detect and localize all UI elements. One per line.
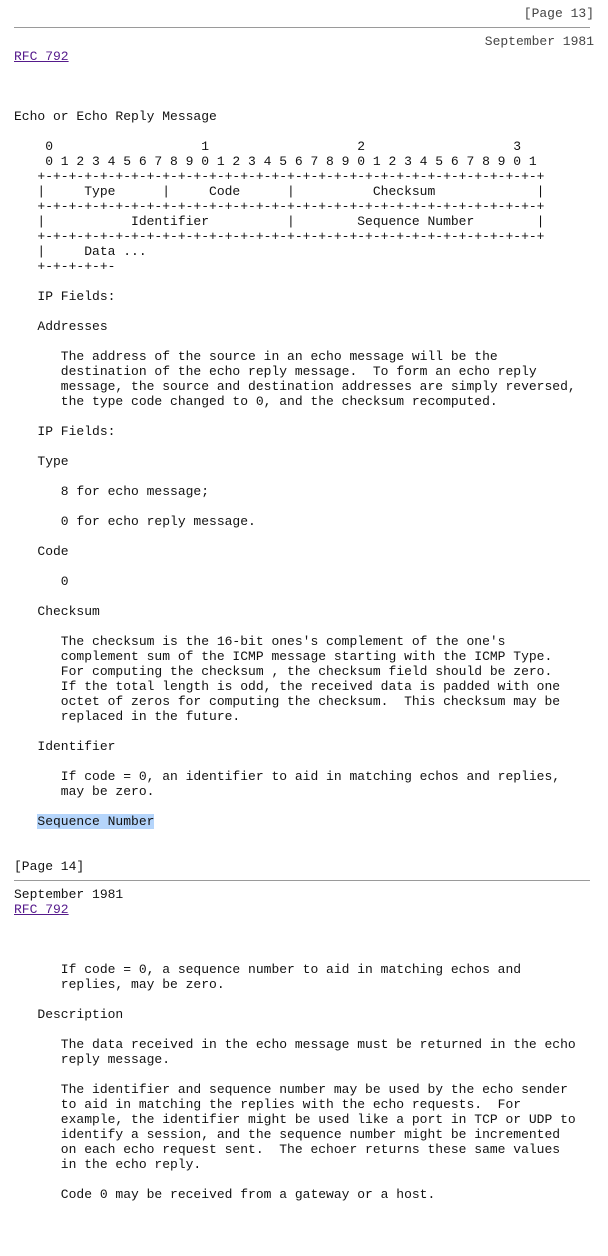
text-line: example, the identifier might be used like a port in TCP or UDP to xyxy=(14,1112,576,1127)
text-line: in the echo reply. xyxy=(14,1157,202,1172)
indent xyxy=(14,814,37,829)
text-line: The data received in the echo message must be returned in the echo xyxy=(14,1037,576,1052)
text-line: reply message. xyxy=(14,1052,171,1067)
addresses-paragraph xyxy=(14,349,594,409)
text-line: complement sum of the ICMP message starting with the ICMP Type. xyxy=(14,649,553,664)
identifier-paragraph xyxy=(14,769,594,799)
description-paragraph-2 xyxy=(14,1082,594,1172)
text-line: message, the source and destination addresses are simply reversed, xyxy=(14,379,576,394)
description-paragraph-1 xyxy=(14,1037,594,1067)
diagram-line: +-+-+-+-+-+-+-+-+-+-+-+-+-+-+-+-+-+-+-+-+-+-+-+-+-+-+-+-+-+-+-+-+ xyxy=(14,199,545,214)
text-line: The address of the source in an echo message will be the xyxy=(14,349,498,364)
rfc-link[interactable]: RFC 792 xyxy=(14,49,69,64)
text-line: destination of the echo reply message. To form an echo reply xyxy=(14,364,537,379)
diagram-line: | Data ... xyxy=(14,244,147,259)
code-value: 0 xyxy=(14,574,69,589)
diagram-line: 0 1 2 3 4 5 6 7 8 9 0 1 2 3 4 5 6 7 8 9 0 1 2 3 4 5 6 7 8 9 0 1 xyxy=(14,154,537,169)
text-line: on each echo request sent. The echoer returns these same values xyxy=(14,1142,561,1157)
type-echo: 8 for echo message; xyxy=(14,484,210,499)
rfc-link[interactable]: RFC 792 xyxy=(14,902,69,917)
diagram-line: 0 1 2 3 xyxy=(14,139,522,154)
text-line: to aid in matching the replies with the echo requests. For xyxy=(14,1097,522,1112)
text-line: The identifier and sequence number may be used by the echo sender xyxy=(14,1082,568,1097)
text-line: the type code changed to 0, and the checksum recomputed. xyxy=(14,394,498,409)
page-number-13: [Page 13] xyxy=(523,6,594,21)
identifier-heading: Identifier xyxy=(14,739,116,754)
type-heading: Type xyxy=(14,454,69,469)
text-line: identify a session, and the sequence number might be incremented xyxy=(14,1127,561,1142)
text-line: Code 0 may be received from a gateway or a host. xyxy=(14,1187,436,1202)
text-line: The checksum is the 16-bit ones's complement of the one's xyxy=(14,634,506,649)
rfc-document xyxy=(14,6,594,1202)
description-paragraph-3 xyxy=(14,1187,594,1202)
header-date: September 1981 xyxy=(484,34,594,49)
section-title: Echo or Echo Reply Message xyxy=(14,109,217,124)
description-heading: Description xyxy=(14,1007,124,1022)
diagram-line: +-+-+-+-+-+-+-+-+-+-+-+-+-+-+-+-+-+-+-+-+-+-+-+-+-+-+-+-+-+-+-+-+ xyxy=(14,229,545,244)
ip-fields-heading: IP Fields: xyxy=(14,289,116,304)
text-line: If the total length is odd, the received data is padded with one xyxy=(14,679,561,694)
text-line: If code = 0, a sequence number to aid in matching echos and xyxy=(14,962,522,977)
text-line: If code = 0, an identifier to aid in matching echos and replies, xyxy=(14,769,561,784)
text-line: replies, may be zero. xyxy=(14,977,225,992)
page-divider xyxy=(14,27,590,28)
page-number-14: [Page 14] xyxy=(14,859,85,874)
packet-diagram xyxy=(14,139,594,274)
diagram-line: +-+-+-+-+-+-+-+-+-+-+-+-+-+-+-+-+-+-+-+-+-+-+-+-+-+-+-+-+-+-+-+-+ xyxy=(14,169,545,184)
header-date: September 1981 xyxy=(14,887,124,902)
selected-text[interactable]: Sequence Number xyxy=(37,814,155,829)
diagram-line: | Type | Code | Checksum | xyxy=(14,184,545,199)
diagram-line: +-+-+-+-+- xyxy=(14,259,116,274)
checksum-heading: Checksum xyxy=(14,604,100,619)
addresses-heading: Addresses xyxy=(14,319,108,334)
ip-fields-heading: IP Fields: xyxy=(14,424,116,439)
text-line: replaced in the future. xyxy=(14,709,241,724)
type-echo-reply: 0 for echo reply message. xyxy=(14,514,256,529)
sequence-number-heading xyxy=(14,814,594,829)
sequence-number-paragraph xyxy=(14,962,594,992)
checksum-paragraph xyxy=(14,634,594,724)
text-line: may be zero. xyxy=(14,784,155,799)
text-line: For computing the checksum , the checksum field should be zero. xyxy=(14,664,553,679)
code-heading: Code xyxy=(14,544,69,559)
page-divider xyxy=(14,880,590,881)
text-line: octet of zeros for computing the checksum. This checksum may be xyxy=(14,694,561,709)
diagram-line: | Identifier | Sequence Number | xyxy=(14,214,545,229)
